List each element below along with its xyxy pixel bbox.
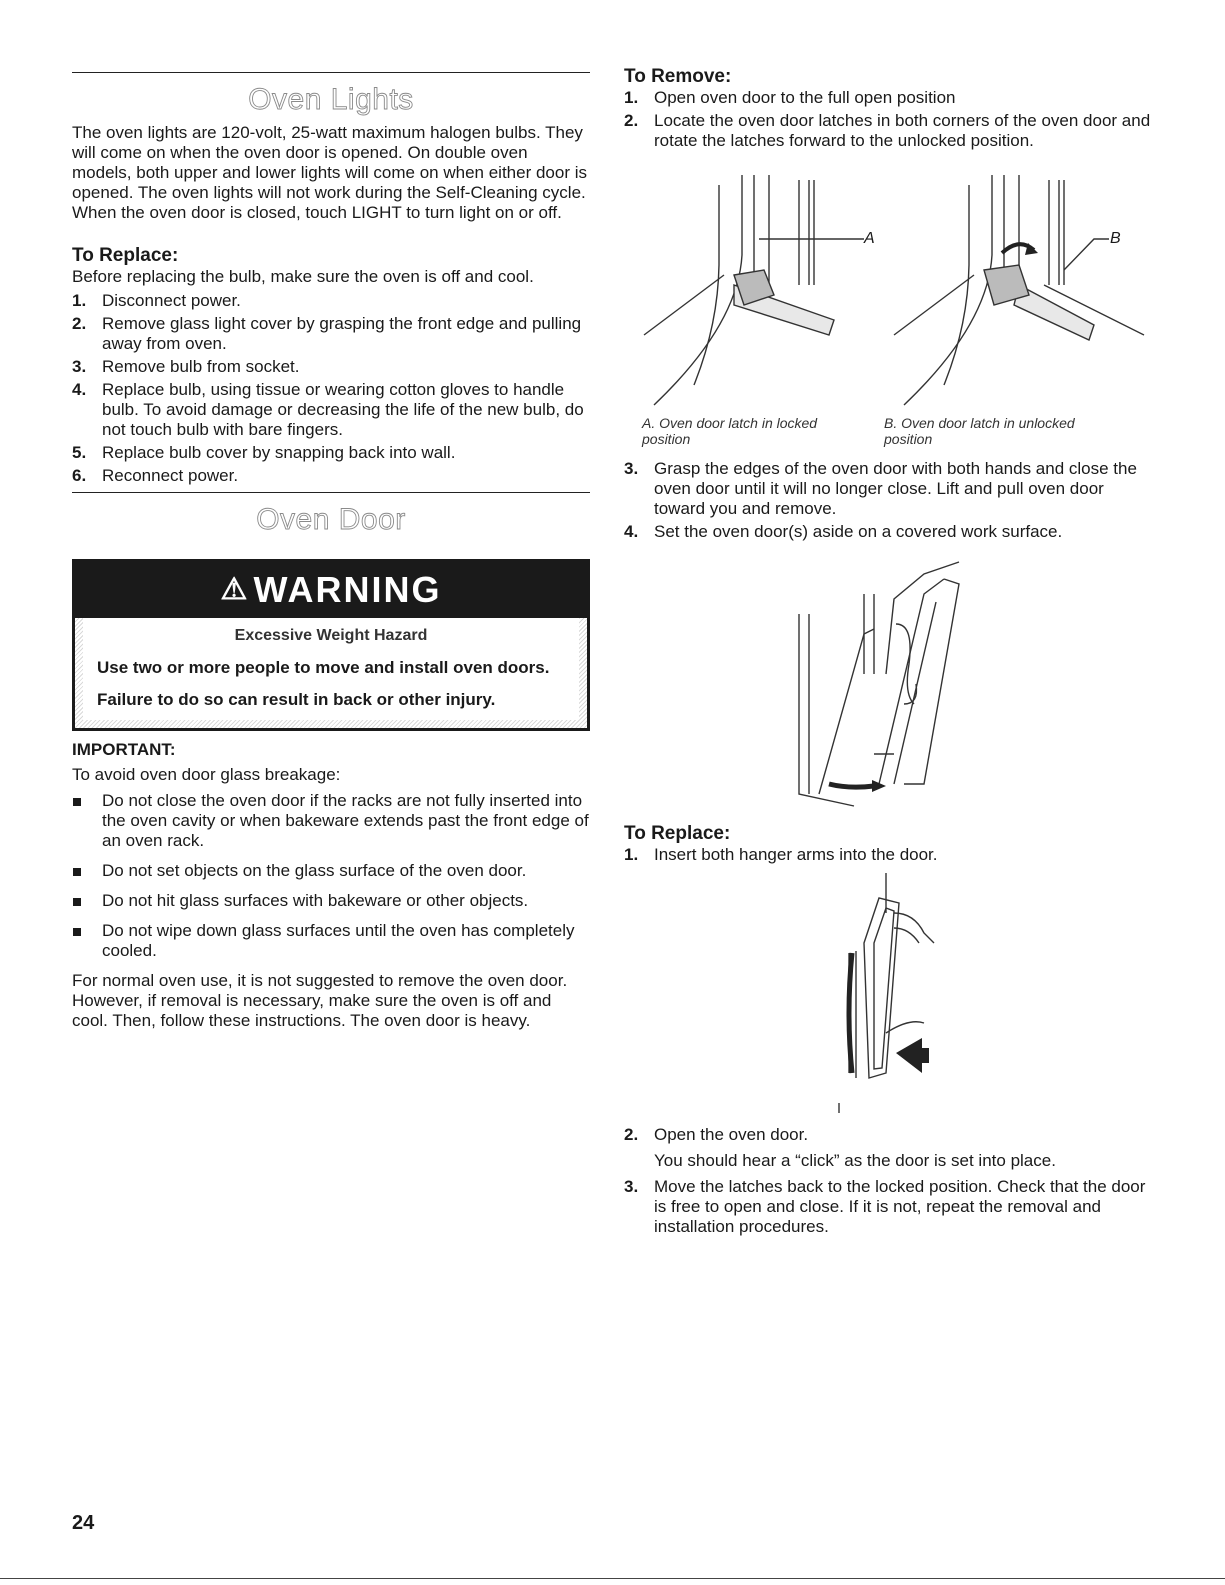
bulb-steps-list bbox=[72, 291, 590, 486]
bullet-icon bbox=[73, 868, 81, 876]
list-item bbox=[72, 466, 590, 486]
replace-steps-continued bbox=[624, 1125, 1154, 1237]
step-text: Replace bulb, using tissue or wearing cotton gloves to handle bulb. To avoid damage or decreasing the life of the new bulb, do not touch bulb with bare fingers. bbox=[102, 380, 584, 439]
hanger-figure bbox=[624, 873, 1154, 1113]
page-number: 24 bbox=[72, 1512, 95, 1534]
warning-triangle-icon: ⚠ bbox=[220, 573, 250, 606]
oven-lights-intro: The oven lights are 120-volt, 25-watt maximum halogen bulbs. They will come on when the oven door is opened. On double oven models, both upper and lower lights will come on when either door is opened. The oven lights will not work during the Self-Cleaning cycle. When the oven door is closed, touch LIGHT to turn light on or off. bbox=[72, 123, 587, 222]
list-item bbox=[72, 891, 590, 911]
replace-steps-list bbox=[624, 845, 1154, 865]
section-divider bbox=[72, 72, 590, 73]
bullet-icon bbox=[73, 928, 81, 936]
list-item bbox=[624, 1177, 1154, 1237]
remove-steps-continued bbox=[624, 459, 1154, 542]
figure-label-b: B bbox=[1110, 230, 1121, 247]
latch-illustration bbox=[624, 175, 1154, 415]
step-text: Grasp the edges of the oven door with both hands and close the oven door until it will no longer close. Lift and pull oven door toward you and remove. bbox=[654, 459, 1137, 518]
list-item bbox=[624, 522, 1154, 542]
step-number: 3. bbox=[624, 1177, 639, 1196]
step-number: 1. bbox=[624, 845, 639, 864]
bullet-icon bbox=[73, 898, 81, 906]
step-number: 4. bbox=[72, 380, 87, 399]
bullet-text: Do not set objects on the glass surface of the oven door. bbox=[102, 861, 527, 880]
bullet-text: Do not hit glass surfaces with bakeware or other objects. bbox=[102, 891, 529, 910]
bullet-icon bbox=[73, 798, 81, 806]
list-item bbox=[72, 357, 590, 377]
list-item bbox=[72, 921, 590, 961]
warning-instruction: Use two or more people to move and install oven doors. bbox=[97, 658, 550, 677]
list-item bbox=[72, 443, 590, 463]
warning-consequence: Failure to do so can result in back or other injury. bbox=[97, 690, 496, 709]
list-item bbox=[624, 1125, 1154, 1171]
warning-box bbox=[72, 559, 590, 731]
replace-bulb-heading: To Replace: bbox=[72, 245, 179, 266]
figure-label-a: A bbox=[864, 230, 875, 247]
list-item bbox=[624, 459, 1154, 519]
glass-precautions-list bbox=[72, 791, 590, 961]
replace-door-heading: To Replace: bbox=[624, 823, 731, 844]
step-text: Reconnect power. bbox=[102, 466, 239, 485]
warning-hazard-title: Excessive Weight Hazard bbox=[234, 627, 428, 644]
step-number: 3. bbox=[624, 459, 639, 478]
replace-bulb-intro: Before replacing the bulb, make sure the oven is off and cool. bbox=[72, 267, 534, 286]
step-number: 1. bbox=[624, 88, 639, 107]
list-item bbox=[72, 380, 590, 440]
step-text: Open oven door to the full open position bbox=[654, 88, 956, 107]
step-number: 2. bbox=[624, 1125, 639, 1144]
list-item bbox=[624, 845, 1154, 865]
step-text: Remove bulb from socket. bbox=[102, 357, 300, 376]
important-heading: IMPORTANT: bbox=[72, 740, 176, 759]
step-number: 3. bbox=[72, 357, 87, 376]
list-item bbox=[72, 314, 590, 354]
step-number: 2. bbox=[624, 111, 639, 130]
list-item bbox=[72, 861, 590, 881]
hanger-illustration bbox=[624, 873, 1154, 1113]
step-number: 1. bbox=[72, 291, 87, 310]
step-number: 5. bbox=[72, 443, 87, 462]
remove-steps-list bbox=[624, 88, 1154, 151]
step-text: Disconnect power. bbox=[102, 291, 241, 310]
list-item bbox=[72, 291, 590, 311]
step-number: 6. bbox=[72, 466, 87, 485]
door-lift-figure bbox=[624, 554, 1154, 809]
important-intro: To avoid oven door glass breakage: bbox=[72, 765, 341, 784]
latch-figure bbox=[624, 175, 1154, 415]
caption-unlocked: B. Oven door latch in unlocked position bbox=[884, 415, 1075, 447]
left-column bbox=[72, 72, 590, 1031]
door-lift-illustration bbox=[624, 554, 1154, 809]
warning-body bbox=[83, 618, 579, 720]
list-item bbox=[72, 791, 590, 851]
list-item bbox=[624, 88, 1154, 108]
caption-locked: A. Oven door latch in locked position bbox=[642, 415, 818, 447]
section-divider bbox=[72, 492, 590, 493]
section-title-oven-lights: Oven Lights bbox=[248, 83, 414, 116]
right-column bbox=[624, 66, 1154, 1240]
step-text: Open the oven door. bbox=[654, 1125, 809, 1144]
step-text: Move the latches back to the locked position. Check that the door is free to open and close. If it is not, repeat the removal and installation procedures. bbox=[654, 1177, 1146, 1236]
step-text: Replace bulb cover by snapping back into wall. bbox=[102, 443, 456, 462]
list-item bbox=[624, 111, 1154, 151]
step-text: Remove glass light cover by grasping the front edge and pulling away from oven. bbox=[102, 314, 582, 353]
step-note: You should hear a “click” as the door is set into place. bbox=[654, 1151, 1056, 1170]
door-removal-note: For normal oven use, it is not suggested to remove the oven door. However, if removal is necessary, make sure the oven is off and cool. Then, follow these instructions. The oven door is heavy. bbox=[72, 971, 568, 1030]
figure-captions bbox=[624, 415, 1154, 447]
step-number: 4. bbox=[624, 522, 639, 541]
section-title-oven-door: Oven Door bbox=[256, 503, 406, 536]
warning-banner-text: WARNING bbox=[253, 569, 442, 610]
warning-banner bbox=[75, 562, 587, 618]
step-text: Locate the oven door latches in both corners of the oven door and rotate the latches forward to the unlocked position. bbox=[654, 111, 1151, 150]
remove-door-heading: To Remove: bbox=[624, 66, 732, 87]
page-bottom-rule bbox=[0, 1578, 1225, 1579]
bullet-text: Do not close the oven door if the racks are not fully inserted into the oven cavity or when bakeware extends past the front edge of an oven rack. bbox=[102, 791, 589, 850]
bullet-text: Do not wipe down glass surfaces until the oven has completely cooled. bbox=[102, 921, 575, 960]
step-text: Set the oven door(s) aside on a covered work surface. bbox=[654, 522, 1063, 541]
step-text: Insert both hanger arms into the door. bbox=[654, 845, 938, 864]
step-number: 2. bbox=[72, 314, 87, 333]
